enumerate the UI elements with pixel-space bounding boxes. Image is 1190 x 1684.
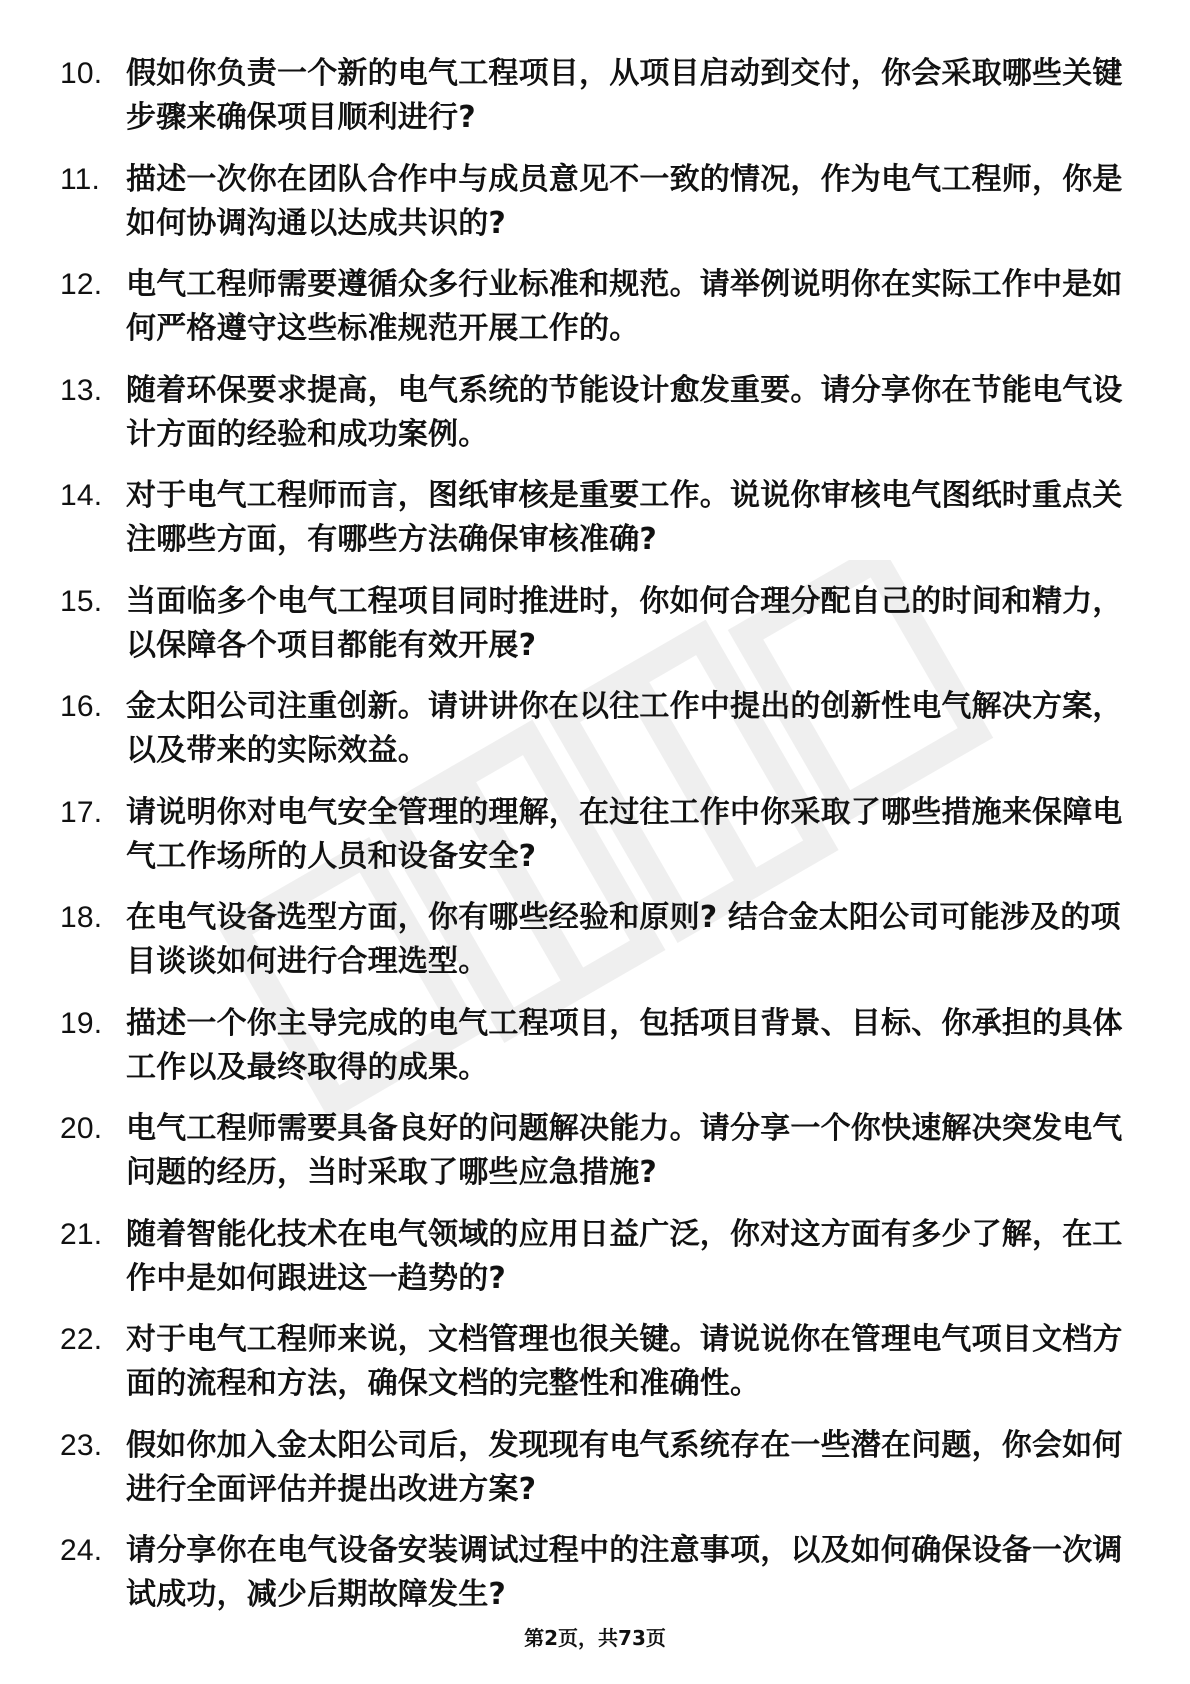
question-text: 电气工程师需要具备良好的问题解决能力。请分享一个你快速解决突发电气问题的经历，当时采取了哪些应急措施? xyxy=(126,1111,1123,1190)
question-item xyxy=(60,791,1130,879)
question-text: 请说明你对电气安全管理的理解，在过往工作中你采取了哪些措施来保障电气工作场所的人员和设备安全? xyxy=(126,794,1123,874)
question-item xyxy=(60,1002,1130,1090)
question-text: 对于电气工程师而言，图纸审核是重要工作。说说你审核电气图纸时重点关注哪些方面，有哪些方法确保审核准确? xyxy=(126,478,1123,557)
question-item xyxy=(60,580,1130,668)
question-number: 24. xyxy=(60,1534,103,1567)
question-item xyxy=(60,263,1130,351)
question-number: 21. xyxy=(60,1217,103,1251)
question-text: 对于电气工程师来说，文档管理也很关键。请说说你在管理电气项目文档方面的流程和方法，确保文档的完整性和准确性。 xyxy=(126,1322,1123,1401)
question-text: 随着智能化技术在电气领域的应用日益广泛，你对这方面有多少了解，在工作中是如何跟进这一趋势的? xyxy=(126,1216,1123,1296)
question-item xyxy=(60,1107,1130,1195)
question-item xyxy=(60,1318,1130,1406)
question-text: 金太阳公司注重创新。请讲讲你在以往工作中提出的创新性电气解决方案，以及带来的实际效益。 xyxy=(126,689,1123,768)
question-number: 11. xyxy=(60,162,101,196)
question-number: 19. xyxy=(60,1006,103,1040)
question-item xyxy=(60,1529,1130,1617)
question-item xyxy=(60,369,1130,457)
question-text: 电气工程师需要遵循众多行业标准和规范。请举例说明你在实际工作中是如何严格遵守这些标准规范开展工作的。 xyxy=(126,267,1123,346)
question-text: 请分享你在电气设备安装调试过程中的注意事项，以及如何确保设备一次调试成功，减少后期故障发生? xyxy=(126,1533,1123,1612)
question-number: 17. xyxy=(60,795,103,829)
question-list xyxy=(60,52,1130,1635)
question-number: 10. xyxy=(60,57,103,90)
question-number: 15. xyxy=(60,584,103,618)
question-text: 在电气设备选型方面，你有哪些经验和原则? 结合金太阳公司可能涉及的项目谈谈如何进行合理选型。 xyxy=(126,900,1121,979)
question-text: 假如你加入金太阳公司后，发现现有电气系统存在一些潜在问题，你会如何进行全面评估并提出改进方案? xyxy=(126,1427,1123,1507)
question-number: 18. xyxy=(60,901,103,934)
question-number: 20. xyxy=(60,1112,103,1145)
question-number: 12. xyxy=(60,268,103,301)
page-footer: 第2页，共73页 xyxy=(524,1626,666,1650)
question-item xyxy=(60,685,1130,773)
question-item xyxy=(60,1213,1130,1301)
question-text: 描述一次你在团队合作中与成员意见不一致的情况，作为电气工程师，你是如何协调沟通以达成共识的? xyxy=(126,161,1123,241)
question-number: 13. xyxy=(60,373,103,407)
question-item xyxy=(60,1424,1130,1512)
question-number: 14. xyxy=(60,479,103,512)
question-text: 当面临多个电气工程项目同时推进时，你如何合理分配自己的时间和精力，以保障各个项目都能有效开展? xyxy=(126,583,1123,663)
question-text: 随着环保要求提高，电气系统的节能设计愈发重要。请分享你在节能电气设计方面的经验和成功案例。 xyxy=(126,372,1123,452)
question-text: 描述一个你主导完成的电气工程项目，包括项目背景、目标、你承担的具体工作以及最终取得的成果。 xyxy=(126,1005,1123,1085)
question-item xyxy=(60,474,1130,562)
question-number: 22. xyxy=(60,1323,103,1356)
question-text: 假如你负责一个新的电气工程项目，从项目启动到交付，你会采取哪些关键步骤来确保项目顺利进行? xyxy=(126,56,1123,135)
question-item xyxy=(60,158,1130,246)
question-number: 16. xyxy=(60,690,103,723)
question-number: 23. xyxy=(60,1428,103,1462)
question-item xyxy=(60,896,1130,984)
question-item xyxy=(60,52,1130,140)
